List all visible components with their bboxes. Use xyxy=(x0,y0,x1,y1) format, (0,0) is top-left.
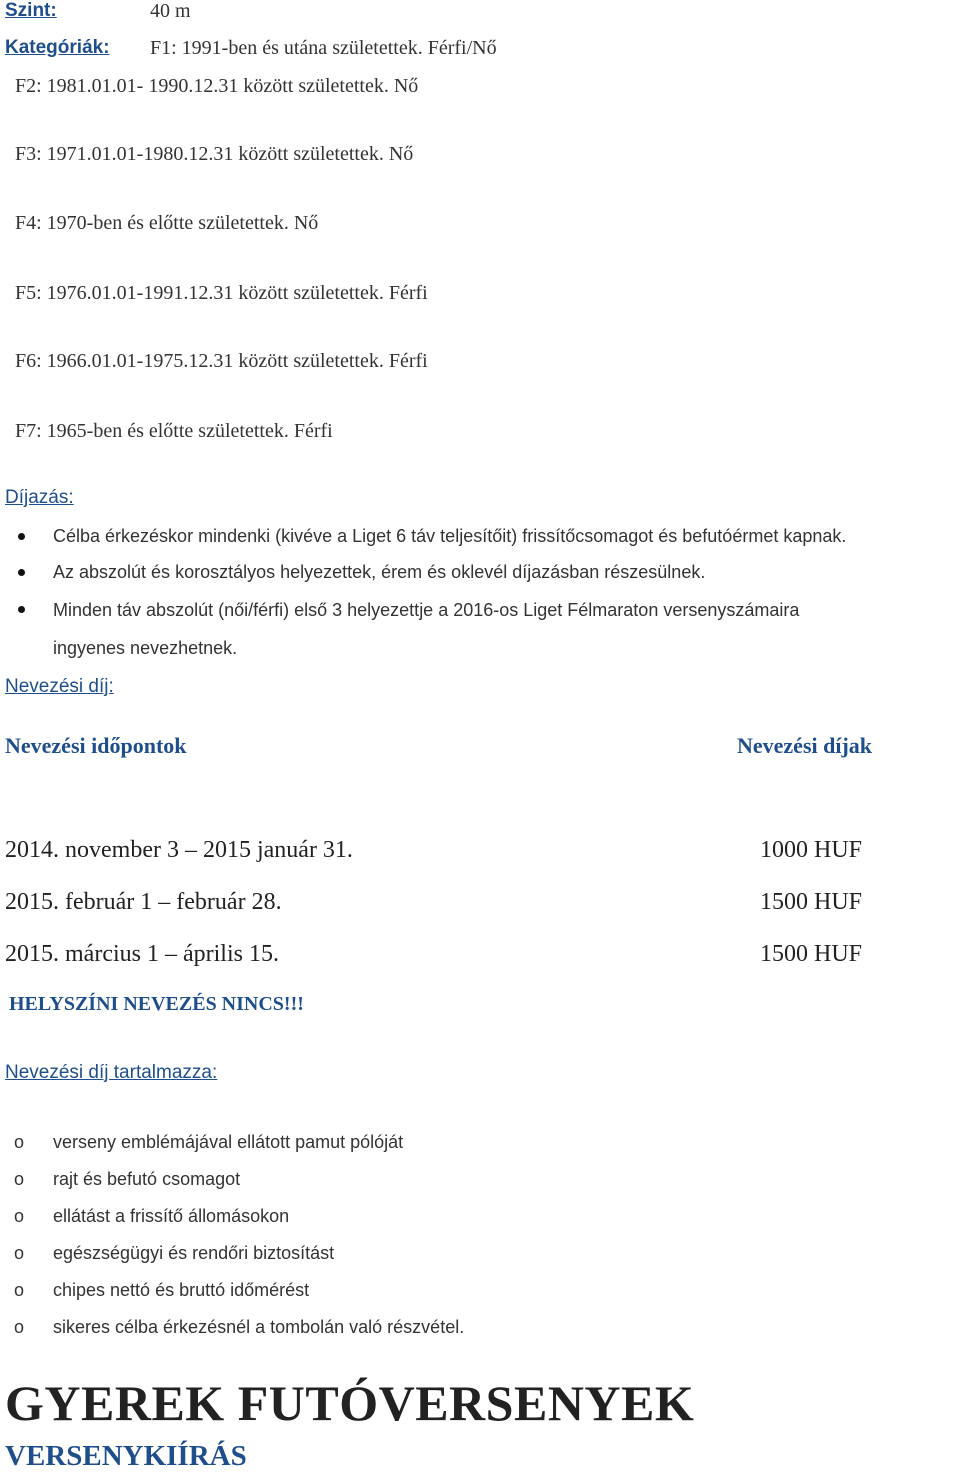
awards-label: Díjazás: xyxy=(5,487,74,508)
category-f4: F4: 1970-ben és előtte születettek. Nő xyxy=(15,212,319,234)
award-item-3-cont: ingyenes nevezhetnek. xyxy=(53,638,238,658)
category-f3: F3: 1971.01.01-1980.12.31 között születettek. Nő xyxy=(15,143,414,165)
category-f5: F5: 1976.01.01-1991.12.31 között születettek. Férfi xyxy=(15,282,428,304)
fee-row-2-amount: 1500 HUF xyxy=(760,889,863,915)
category-f2: F2: 1981.01.01- 1990.12.31 között születettek. Nő xyxy=(15,75,419,97)
fee-row-3-date: 2015. március 1 – április 15. xyxy=(5,941,279,967)
bullet-icon xyxy=(18,533,25,540)
level-label: Szint: xyxy=(5,0,57,21)
level-value: 40 m xyxy=(150,0,191,22)
list-marker-icon: o xyxy=(14,1132,25,1152)
list-marker-icon: o xyxy=(14,1317,25,1337)
award-item-3: Minden táv abszolút (női/férfi) első 3 helyezettje a 2016-os Liget Félmaraton versenyszámaira xyxy=(53,600,800,620)
award-item-1: Célba érkezéskor mindenki (kivéve a Liget 6 táv teljesítőit) frissítőcsomagot és befutóérmet kapnak. xyxy=(53,526,847,546)
includes-label: Nevezési díj tartalmazza: xyxy=(5,1062,218,1083)
include-item-5: chipes nettó és bruttó időmérést xyxy=(53,1280,310,1300)
award-item-2: Az abszolút és korosztályos helyezettek, érem és oklevél díjazásban részesülnek. xyxy=(53,562,706,582)
bullet-icon xyxy=(18,606,25,613)
entry-fee-label: Nevezési díj: xyxy=(5,676,114,697)
include-item-1: verseny emblémájával ellátott pamut pólóját xyxy=(53,1132,404,1152)
list-marker-icon: o xyxy=(14,1206,25,1226)
fee-row-1-date: 2014. november 3 – 2015 január 31. xyxy=(5,837,353,863)
include-item-4: egészségügyi és rendőri biztosítást xyxy=(53,1243,335,1263)
kids-race-title: GYEREK FUTÓVERSENYEK xyxy=(5,1375,695,1431)
no-onsite-entry-notice: HELYSZÍNI NEVEZÉS NINCS!!! xyxy=(9,993,304,1015)
entry-dates-header: Nevezési időpontok xyxy=(5,733,187,758)
include-item-3: ellátást a frissítő állomásokon xyxy=(53,1206,290,1226)
list-marker-icon: o xyxy=(14,1280,25,1300)
fee-row-2-date: 2015. február 1 – február 28. xyxy=(5,889,282,915)
kids-race-subtitle: VERSENYKIÍRÁS xyxy=(5,1440,247,1472)
category-f1: F1: 1991-ben és utána születettek. Férfi/Nő xyxy=(150,37,497,59)
category-f6: F6: 1966.01.01-1975.12.31 között születettek. Férfi xyxy=(15,350,428,372)
category-f7: F7: 1965-ben és előtte születettek. Férfi xyxy=(15,420,333,442)
fee-row-3-amount: 1500 HUF xyxy=(760,941,863,967)
fee-row-1-amount: 1000 HUF xyxy=(760,837,863,863)
list-marker-icon: o xyxy=(14,1243,25,1263)
include-item-6: sikeres célba érkezésnél a tombolán való részvétel. xyxy=(53,1317,465,1337)
categories-label: Kategóriák: xyxy=(5,37,110,58)
bullet-icon xyxy=(18,569,25,576)
entry-fees-header: Nevezési díjak xyxy=(737,733,873,758)
include-item-2: rajt és befutó csomagot xyxy=(53,1169,241,1189)
list-marker-icon: o xyxy=(14,1169,25,1189)
